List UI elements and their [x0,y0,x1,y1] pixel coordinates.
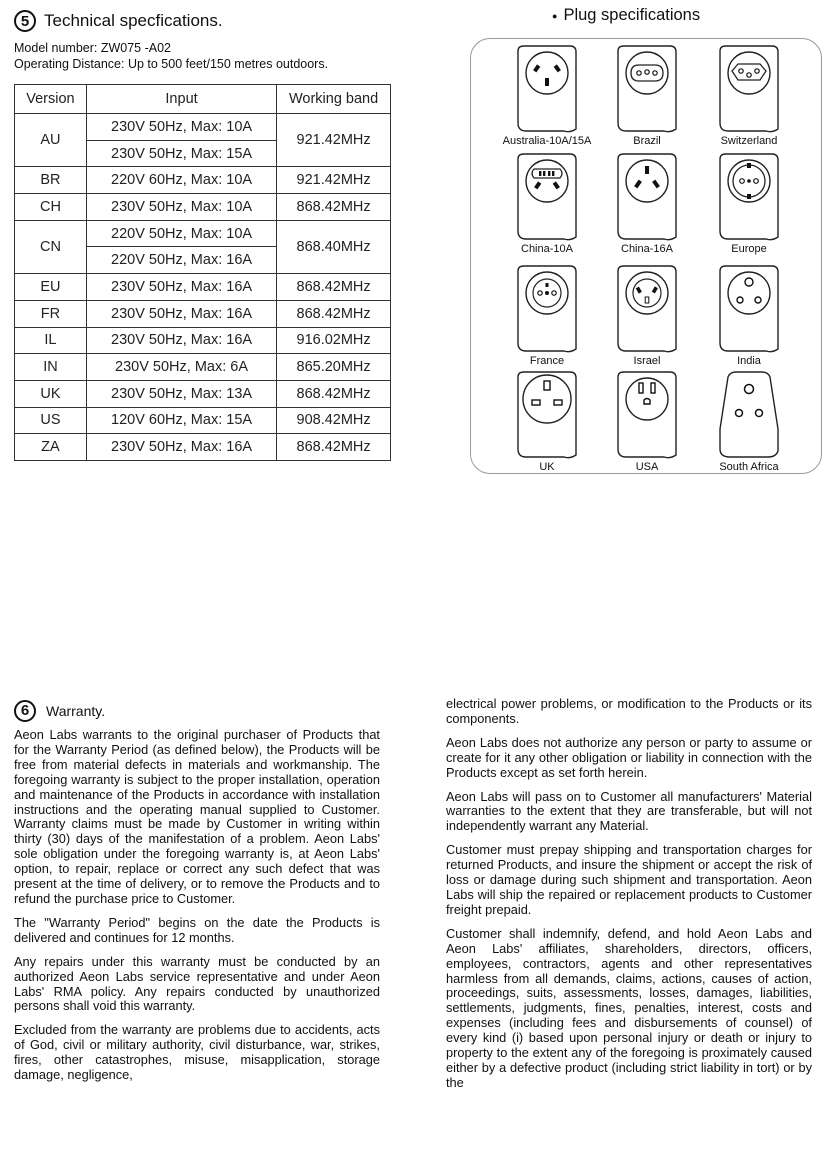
table-row [15,407,391,434]
table-row [15,274,391,301]
plug-france [495,263,599,371]
warranty-paragraph: Excluded from the warranty are problems due to accidents, acts of God, civil or military authority, civil disturbance, war, strikes, fires, other catastrophes, misuse, misapplication, storage damage, negligence, [14,1022,380,1083]
input-cell: 230V 50Hz, Max: 6A [86,354,276,381]
table-row [15,380,391,407]
table-row [15,354,391,381]
input-cell: 230V 50Hz, Max: 16A [86,300,276,327]
plug-uk [495,369,599,477]
india-plug-icon [714,263,784,355]
band-cell: 868.42MHz [277,274,391,301]
plug-spec-title: ● Plug specifications [552,6,701,24]
table-row [15,434,391,461]
plug-label: Israel [633,355,661,367]
brazil-plug-icon [612,43,682,135]
plug-label: India [737,355,761,367]
input-cell: 230V 50Hz, Max: 16A [86,327,276,354]
input-cell: 120V 60Hz, Max: 15A [86,407,276,434]
warranty-paragraph: The "Warranty Period" begins on the date the Products is delivered and continues for 12 months. [14,914,380,945]
china-10a-plug-icon [512,151,582,243]
plug-label: France [529,355,565,367]
warranty-paragraph: electrical power problems, or modification to the Products or its components. [446,696,812,726]
israel-plug-icon [612,263,682,355]
column-header-working-band: Working band [277,85,391,114]
operating-distance: Operating Distance: Up to 500 feet/150 metres outdoors. [14,57,329,71]
model-number: Model number: ZW075 -A02 [14,41,172,55]
table-row [15,114,391,141]
warranty-left-column [14,700,380,1092]
france-plug-icon [512,263,582,355]
warranty-paragraph: Aeon Labs will pass on to Customer all manufacturers' Material warranties to the extent that they are transferable, but will not independently warrant any Material. [446,788,812,834]
version-cell: EU [15,274,87,301]
input-cell: 220V 60Hz, Max: 10A [86,167,276,194]
warranty-title: Warranty. [46,702,106,719]
plug-india [697,263,801,371]
china-16a-plug-icon [612,151,682,243]
version-cell: IL [15,327,87,354]
plug-label: China-16A [621,243,673,255]
section-number-badge: 5 [14,10,36,32]
version-cell: US [15,407,87,434]
version-cell: UK [15,380,87,407]
band-cell: 908.42MHz [277,407,391,434]
warranty-paragraph: Aeon Labs warrants to the original purchaser of Products that for the Warranty Period (as defined below), the Products will be free from material defects in materials and workmanship. The foregoing warranty is subject to the proper installation, operation and maintenance of the Products in accordance with installation instructions and the operating manual supplied to Customer. Warranty claims must be made by Customer in writing within thirty (30) days of the manifestation of a problem. Aeon Labs' sole obligation under the foregoing warranty is, at Aeon Labs' option, to repair, replace or correct any such defect that was present at the time of delivery, or to remove the Products and to refund the purchase price to Customer. [14,727,380,906]
input-cell: 230V 50Hz, Max: 16A [86,434,276,461]
band-cell: 868.42MHz [277,380,391,407]
version-cell: AU [15,114,87,167]
technical-spec-section [14,10,394,72]
section-number-badge: 6 [14,700,36,722]
version-cell: ZA [15,434,87,461]
plug-label: Europe [731,243,767,255]
plug-switzerland [697,43,801,151]
plug-spec-panel [470,38,822,474]
plug-label: Australia-10A/15A [502,135,592,147]
table-row [15,220,391,247]
bullet-dot-icon: ● [552,10,558,21]
version-cell: IN [15,354,87,381]
plug-south-africa [697,369,801,477]
usa-plug-icon [612,369,682,461]
uk-plug-icon [512,369,582,461]
input-cell: 220V 50Hz, Max: 16A [86,247,276,274]
table-row [15,327,391,354]
switzerland-plug-icon [714,43,784,135]
plug-label: South Africa [719,461,779,473]
version-cell: BR [15,167,87,194]
europe-plug-icon [714,151,784,243]
plug-label: Switzerland [720,135,778,147]
technical-spec-heading [14,10,394,32]
table-row [15,194,391,221]
band-cell: 868.42MHz [277,300,391,327]
technical-spec-table [14,84,391,461]
column-header-version: Version [15,85,87,114]
input-cell: 230V 50Hz, Max: 16A [86,274,276,301]
input-cell: 220V 50Hz, Max: 10A [86,220,276,247]
band-cell: 868.42MHz [277,194,391,221]
table-row [15,167,391,194]
input-cell: 230V 50Hz, Max: 10A [86,114,276,141]
band-cell: 868.40MHz [277,220,391,273]
version-cell: CN [15,220,87,273]
table-header-row [15,85,391,114]
plug-israel [595,263,699,371]
version-cell: FR [15,300,87,327]
input-cell: 230V 50Hz, Max: 15A [86,140,276,167]
table-row [15,300,391,327]
input-cell: 230V 50Hz, Max: 13A [86,380,276,407]
warranty-paragraph: Any repairs under this warranty must be conducted by an authorized Aeon Labs service representative and under Aeon Labs' RMA policy. Any repairs conducted by unauthorized persons shall void this warranty. [14,953,380,1014]
plug-label: China-10A [521,243,573,255]
plug-china-10a [495,151,599,259]
australia-plug-icon [512,43,582,135]
technical-spec-title: Technical specfications. [44,11,223,30]
plug-label: UK [539,461,555,473]
input-cell: 230V 50Hz, Max: 10A [86,194,276,221]
warranty-paragraph: Customer shall indemnify, defend, and hold Aeon Labs and Aeon Labs' affiliates, shareholders, directors, officers, employees, contractors, agents and other representatives harmless from all demands, claims, actions, causes of action, proceedings, suits, assessments, losses, damages, liabilities, settlements, judgments, fines, penalties, interest, costs and expenses (including fees and disbursements of counsel) of every kind (i) based upon personal injury or death or injury to property to the extent any of the foregoing is proximately caused either by a defective product (including strict liability in tort) or by the [446,925,812,1090]
band-cell: 916.02MHz [277,327,391,354]
band-cell: 868.42MHz [277,434,391,461]
column-header-input: Input [86,85,276,114]
plug-brazil [595,43,699,151]
south-africa-plug-icon [714,369,784,461]
band-cell: 921.42MHz [277,167,391,194]
warranty-right-column [446,697,812,1100]
plug-label: Brazil [633,135,661,147]
warranty-paragraph: Customer must prepay shipping and transportation charges for returned Products, and insure the shipment or accept the risk of loss or damage during such shipment and transportation. Aeon Labs will ship the repaired or replacement products to Customer freight prepaid. [446,842,812,917]
band-cell: 865.20MHz [277,354,391,381]
plug-label: USA [635,461,659,473]
band-cell: 921.42MHz [277,114,391,167]
plug-china-16a [595,151,699,259]
version-cell: CH [15,194,87,221]
warranty-heading [14,700,380,722]
plug-usa [595,369,699,477]
warranty-paragraph: Aeon Labs does not authorize any person or party to assume or create for it any other obligation or liability in connection with the Products except as set forth herein. [446,734,812,780]
plug-europe [697,151,801,259]
plug-australia [495,43,599,151]
